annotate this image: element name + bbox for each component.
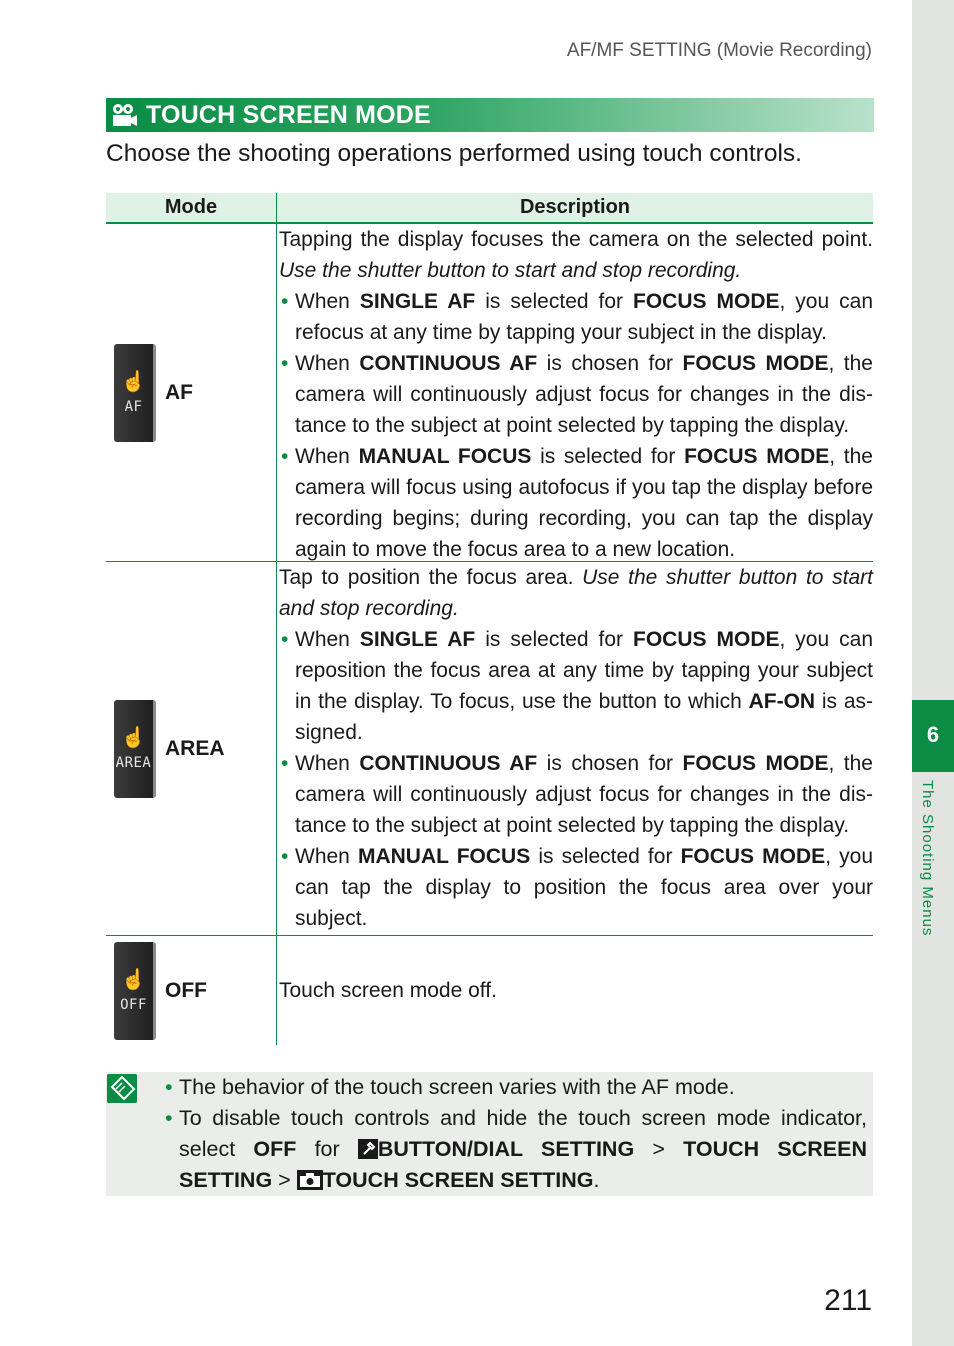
list-item: • When CONTINUOUS AF is chosen for FOCUS MODE, the camera will continuously adjust focus for changes in the distance to the subject at point selected by tapping the display. [279, 348, 873, 441]
list-item: • When CONTINUOUS AF is chosen for FOCUS MODE, the camera will continuously adjust focus for changes in the distance to the subject at point selected by tapping the display. [279, 748, 873, 841]
list-item: • The behavior of the touch screen varies with the AF mode. [163, 1072, 867, 1103]
section-heading [106, 98, 874, 132]
section-title: TOUCH SCREEN MODE [146, 100, 431, 129]
page-number: 211 [824, 1284, 872, 1317]
note-pencil-icon [107, 1074, 137, 1103]
movie-camera-icon [110, 102, 138, 128]
touch-af-icon: ☝ AF [114, 344, 156, 442]
mode-description: Tapping the display focuses the camera on the selected point. Use the shutter button to start and stop recording. • When SINGLE AF is selected for FOCUS MODE, you can refocus at any time by tapping your subject in the display. • When CONTINUOUS AF is chosen for FOCUS MODE, the camera will continuously adjust focus for changes in the distance to the subject at point selected by tapping the display. • When MANUAL FOCUS is selected for FOCUS MODE, the camera will focus using autofocus if you tap the display before recording begins; during recording, you can tap the display again to move the focus area to a new location. [277, 224, 873, 561]
header-mode: Mode [106, 193, 277, 222]
table-row [106, 562, 873, 936]
mode-table [106, 193, 873, 1045]
mode-name: AREA [165, 736, 225, 760]
running-header: AF/MF SETTING (Movie Recording) [566, 40, 872, 61]
wrench-icon [358, 1139, 378, 1159]
chapter-label: The Shooting Menus [919, 780, 936, 937]
touch-hand-icon: ☝ [121, 968, 146, 991]
mode-name: OFF [165, 978, 207, 1002]
mode-name: AF [165, 380, 193, 404]
list-item: • To disable touch controls and hide the touch screen mode indicator, select OFF for BUTTON/DIAL SETTING > TOUCH SCREEN SETTING > TOUCH SCREEN SETTING. [163, 1103, 867, 1196]
mode-description: Touch screen mode off. [279, 979, 497, 1002]
table-row [106, 936, 873, 1045]
table-row [106, 224, 873, 562]
list-item: • When SINGLE AF is selected for FOCUS MODE, you can reposition the focus area at any time by tapping your subject in the display. To focus, use the button to which AF-ON is assigned. [279, 624, 873, 748]
touch-hand-icon: ☝ [121, 726, 146, 749]
chapter-number: 6 [912, 700, 954, 772]
list-item: • When MANUAL FOCUS is selected for FOCUS MODE, you can tap the display to position the focus area over your subject. [279, 841, 873, 934]
list-item: • When MANUAL FOCUS is selected for FOCUS MODE, the camera will focus using autofocus if you tap the display before recording begins; during recording, you can tap the display again to move the focus area to a new location. [279, 441, 873, 565]
camera-icon [297, 1170, 323, 1190]
chapter-tab [912, 0, 954, 1346]
list-item: • When SINGLE AF is selected for FOCUS MODE, you can refocus at any time by tapping your subject in the display. [279, 286, 873, 348]
mode-description: Tap to position the focus area. Use the shutter button to start and stop recording. • When SINGLE AF is selected for FOCUS MODE, you can reposition the focus area at any time by tapping your subject in the display. To focus, use the button to which AF-ON is assigned. • When CONTINUOUS AF is chosen for FOCUS MODE, the camera will continuously adjust focus for changes in the distance to the subject at point selected by tapping the display. • When MANUAL FOCUS is selected for FOCUS MODE, you can tap the display to position the focus area over your subject. [277, 562, 873, 935]
note-box [106, 1072, 873, 1196]
touch-area-icon: ☝ AREA [114, 700, 156, 798]
table-header [106, 193, 873, 224]
intro-text: Choose the shooting operations performed using touch controls. [106, 140, 802, 167]
header-description: Description [519, 196, 631, 218]
touch-hand-icon: ☝ [121, 370, 146, 393]
touch-off-icon: ☝ OFF [114, 942, 156, 1040]
